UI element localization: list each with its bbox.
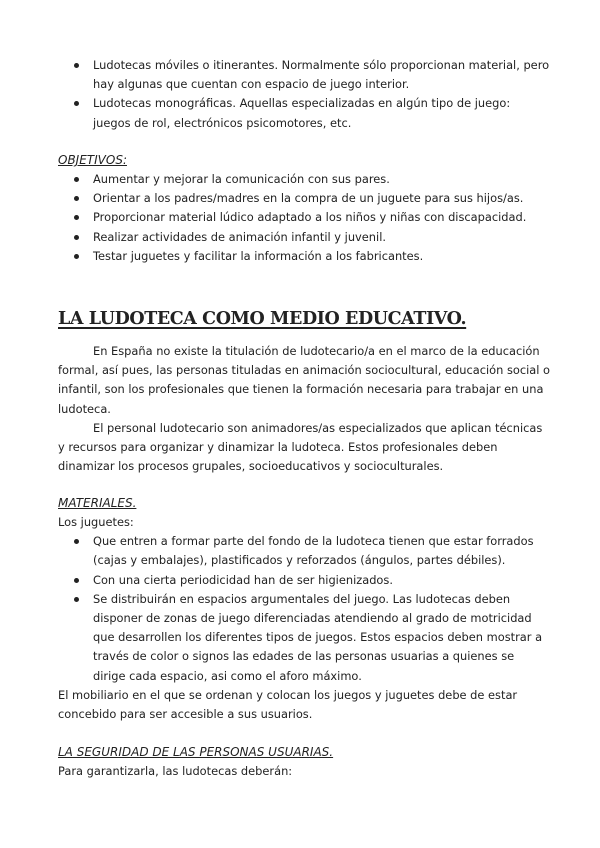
- bullet-icon: [74, 578, 79, 583]
- section-body: [58, 342, 550, 476]
- bullet-icon: [74, 215, 79, 220]
- list-item: Orientar a los padres/madres en la compra de un juguete para sus hijos/as.: [58, 189, 550, 208]
- bullet-icon: [74, 63, 79, 68]
- materiales-closing: El mobiliario en el que se ordenan y colocan los juegos y juguetes debe de estar concebido para ser accesible a sus usuarios.: [58, 687, 518, 722]
- bullet-icon: [74, 235, 79, 240]
- intro-list: [58, 56, 550, 133]
- list-item: Que entren a formar parte del fondo de la ludoteca tienen que estar forrados (cajas y embalajes), plastificados y reforzados (ángulos, partes débiles).: [58, 532, 550, 570]
- bullet-icon: [74, 597, 79, 602]
- objetivos-heading: OBJETIVOS:: [58, 153, 127, 167]
- seguridad-lead: Para garantizarla, las ludotecas deberán:: [58, 764, 293, 778]
- list-item: Ludotecas monográficas. Aquellas especializadas en algún tipo de juego: juegos de rol, electrónicos psicomotores, etc.: [58, 94, 550, 132]
- list-item: Realizar actividades de animación infantil y juvenil.: [58, 228, 550, 247]
- list-item: Ludotecas móviles o itinerantes. Normalmente sólo proporcionan material, pero hay algunas que cuentan con espacio de juego interior.: [58, 56, 550, 94]
- bullet-icon: [74, 254, 79, 259]
- paragraph: En España no existe la titulación de ludotecario/a en el marco de la educación formal, así pues, las personas tituladas en animación sociocultural, educación social o infantil, son los profesionales que tienen la formación necesaria para trabajar en una ludoteca.: [58, 344, 551, 416]
- list-item: Se distribuirán en espacios argumentales del juego. Las ludotecas deben disponer de zonas de juego diferenciadas atendiendo al grado de motricidad que desarrollen los diferentes tipos de juegos. Estos espacios deben mostrar a través de color o signos las edades de las personas usuarias a quienes se dirige cada espacio, asi como el aforo máximo.: [58, 590, 550, 686]
- materiales-lead: Los juguetes:: [58, 515, 134, 529]
- list-item: Con una cierta periodicidad han de ser higienizados.: [58, 571, 550, 590]
- materiales-heading: MATERIALES.: [58, 496, 137, 510]
- seguridad-heading: LA SEGURIDAD DE LAS PERSONAS USUARIAS.: [58, 745, 334, 759]
- main-title: LA LUDOTECA COMO MEDIO EDUCATIVO.: [58, 309, 467, 329]
- bullet-icon: [74, 539, 79, 544]
- materiales-list: [58, 532, 550, 686]
- materiales-body: [58, 513, 550, 724]
- paragraph: El personal ludotecario son animadores/as especializados que aplican técnicas y recursos para organizar y dinamizar la ludoteca. Estos profesionales deben dinamizar los procesos grupales, socioeducativos y socioculturales.: [58, 420, 543, 474]
- bullet-icon: [74, 196, 79, 201]
- objetivos-list: [58, 170, 550, 266]
- bullet-icon: [74, 101, 79, 106]
- list-item: Aumentar y mejorar la comunicación con sus pares.: [58, 170, 550, 189]
- list-item: Testar juguetes y facilitar la información a los fabricantes.: [58, 247, 550, 266]
- list-item: Proporcionar material lúdico adaptado a los niños y niñas con discapacidad.: [58, 208, 550, 227]
- bullet-icon: [74, 177, 79, 182]
